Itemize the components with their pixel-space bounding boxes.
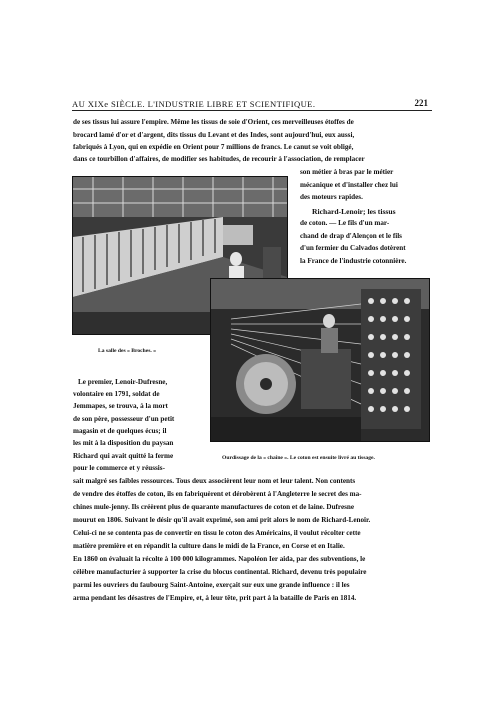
text-line: d'un fermier du Calvados dotèrent <box>300 244 406 252</box>
text-line: mécanique et d'installer chez lui <box>300 181 398 189</box>
text-line: En 1860 on évaluait la récolte à 100 000 kilogrammes. Napoléon Ier aida, par des subventions, le <box>73 555 366 563</box>
warping-machine-illustration <box>211 279 429 441</box>
text-line: de son père, possesseur d'un petit <box>73 415 175 423</box>
text-line: magasin et de quelques écus; il <box>73 427 167 435</box>
text-line: de ses tissus lui assure l'empire. Même les tissus de soie d'Orient, ces merveilleuses étoffes de <box>73 118 354 126</box>
text-line: dans ce tourbillon d'affaires, de modifier ses habitudes, de recourir à l'association, de remplacer <box>73 155 365 163</box>
text-line: célèbre manufacturier à supporter la crise du blocus continental. Richard, devenu très populaire <box>73 568 367 576</box>
text-line: arma pendant les désastres de l'Empire, et, à leur tête, prit part à la bataille de Paris en 1814. <box>73 594 357 602</box>
text-line: sait malgré ses faibles ressources. Tous deux associèrent leur nom et leur talent. Non contents <box>73 477 356 485</box>
text-line: pour le commerce et y réussis- <box>73 464 165 472</box>
text-line: Celui-ci ne se contenta pas de convertir en tissu le coton des Américains, il voulut récolter cette <box>73 529 361 537</box>
figure-caption: La salle des « Broches. » <box>98 348 157 354</box>
section-heading: Richard-Lenoir; les tissus <box>312 207 396 216</box>
figure-warping-machine <box>210 278 430 442</box>
text-line: volontaire en 1791, soldat de <box>73 390 160 398</box>
text-line: des moteurs rapides. <box>300 193 363 201</box>
figure-caption: Ourdissage de la « chaîne ». Le coton est ensuite livré au tissage. <box>222 455 375 461</box>
text-line: la France de l'industrie cotonnière. <box>300 257 407 265</box>
text-line: Le premier, Lenoir-Dufresne, <box>78 378 168 386</box>
text-line: Jemmapes, se trouva, à la mort <box>73 402 168 410</box>
text-line: fabriqués à Lyon, qui en expédie en Orient pour 7 millions de francs. Le canut se voit obligé, <box>73 143 354 151</box>
text-line: mourut en 1806. Suivant le désir qu'il avait exprimé, son ami prit alors le nom de Richard-Lenoir. <box>73 516 371 524</box>
text-line: Richard qui avait quitté la ferme <box>73 452 174 460</box>
page-number: 221 <box>414 98 428 108</box>
text-line: matière première et en répandit la culture dans le midi de la France, en Corse et en Italie. <box>73 542 345 550</box>
text-line: de coton. — Le fils d'un mar- <box>300 219 390 227</box>
text-line: les mit à la disposition du paysan <box>73 439 174 447</box>
text-line: chand de drap d'Alençon et le fils <box>300 232 402 240</box>
text-line: chines mule-jenny. Ils créèrent plus de quarante manufactures de coton et de laine. Dufresne <box>73 503 355 511</box>
text-line: brocard lamé d'or et d'argent, dits tissus du Levant et des Indes, sont aujourd'hui, eux aussi, <box>73 131 355 139</box>
text-line: parmi les ouvriers du faubourg Saint-Antoine, exerçait sur eux une grande influence : il les <box>73 581 350 589</box>
text-line: son métier à bras par le métier <box>300 168 394 176</box>
running-header: AU XIXe SIÈCLE. L'INDUSTRIE LIBRE ET SCIENTIFIQUE. <box>72 99 432 111</box>
text-line: de vendre des étoffes de coton, ils en fabriquèrent et dérobèrent à l'Angleterre le secret des ma- <box>73 490 362 498</box>
